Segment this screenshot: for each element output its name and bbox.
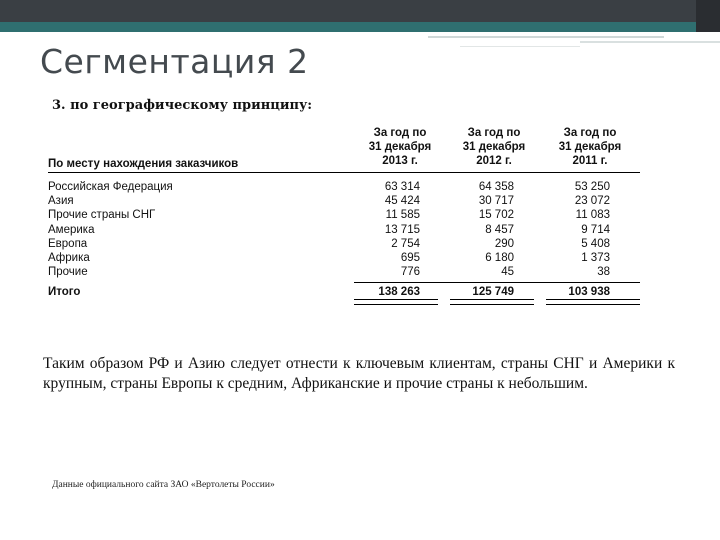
table-row	[48, 251, 640, 265]
column-header-2013	[356, 126, 444, 168]
column-header-line: 31 декабря	[368, 141, 432, 153]
segmentation-table	[48, 126, 640, 298]
header-band-corner	[696, 0, 720, 32]
cell-2011: 9 714	[581, 223, 610, 236]
total-2013: 138 263	[378, 286, 420, 298]
source-note: Данные официального сайта ЗАО «Вертолеты России»	[52, 480, 275, 490]
table-row	[48, 208, 640, 222]
row-label: Российская Федерация	[48, 181, 173, 193]
row-label: Азия	[48, 195, 74, 208]
column-header-line: 2013 г.	[382, 155, 418, 167]
cell-2011: 11 083	[575, 209, 610, 222]
header-band-dark	[0, 0, 720, 22]
cell-2013: 63 314	[384, 181, 420, 193]
table-row	[48, 237, 640, 251]
cell-2011: 5 408	[581, 237, 610, 250]
header-rule	[48, 172, 640, 173]
cell-2013: 2 754	[391, 237, 420, 250]
cell-2011: 38	[597, 266, 610, 279]
header-decor-line	[580, 41, 720, 43]
row-header-label: По месту нахождения заказчиков	[48, 158, 239, 170]
total-label: Итого	[48, 286, 81, 298]
cell-2012: 6 180	[485, 251, 514, 264]
slide-title: Сегментация 2	[40, 42, 309, 81]
table-body	[48, 180, 640, 279]
cell-2013: 11 585	[385, 209, 420, 222]
column-header-line: 2012 г.	[476, 155, 512, 167]
column-header-2011	[546, 126, 634, 168]
cell-2013: 776	[400, 266, 420, 279]
cell-2011: 53 250	[574, 181, 610, 193]
row-label: Прочие	[48, 266, 88, 279]
table-row	[48, 180, 640, 194]
column-header-line: За год по	[467, 127, 521, 139]
cell-2013: 695	[400, 251, 420, 264]
cell-2012: 290	[494, 237, 514, 250]
conclusion-paragraph: Таким образом РФ и Азию следует отнести к ключевым клиентам, страны СНГ и Америки к крупным, страны Европы к средним, Африканские и прочие страны к небольшим.	[43, 355, 675, 392]
total-2012: 125 749	[472, 286, 514, 298]
cell-2012: 64 358	[478, 181, 514, 193]
cell-2012: 45	[501, 266, 514, 279]
row-label: Америка	[48, 223, 95, 236]
table-row	[48, 265, 640, 279]
cell-2012: 30 717	[478, 195, 514, 208]
total-double-rule	[546, 299, 640, 305]
table-row	[48, 223, 640, 237]
total-double-rule	[354, 299, 438, 305]
header-decor-line	[428, 36, 664, 38]
column-header-line: 31 декабря	[462, 141, 526, 153]
column-header-line: 31 декабря	[558, 141, 622, 153]
slide-subtitle: 3. по географическому принципу:	[52, 98, 313, 113]
column-header-line: За год по	[563, 127, 617, 139]
column-header-line: За год по	[373, 127, 427, 139]
row-label: Африка	[48, 251, 90, 264]
cell-2011: 23 072	[574, 195, 610, 208]
header-decor-line	[460, 46, 580, 47]
total-rule	[354, 282, 640, 283]
table-header	[48, 126, 640, 174]
column-header-line: 2011 г.	[572, 155, 608, 167]
cell-2013: 45 424	[384, 195, 420, 208]
cell-2011: 1 373	[581, 251, 610, 264]
row-label: Европа	[48, 237, 88, 250]
cell-2013: 13 715	[384, 223, 420, 236]
table-row	[48, 194, 640, 208]
total-2011: 103 938	[568, 286, 610, 298]
column-header-2012	[450, 126, 538, 168]
table-total-row	[48, 285, 640, 299]
total-double-rule	[450, 299, 534, 305]
cell-2012: 8 457	[485, 223, 514, 236]
cell-2012: 15 702	[478, 209, 514, 222]
header-band-teal	[0, 22, 720, 32]
row-label: Прочие страны СНГ	[48, 209, 156, 222]
